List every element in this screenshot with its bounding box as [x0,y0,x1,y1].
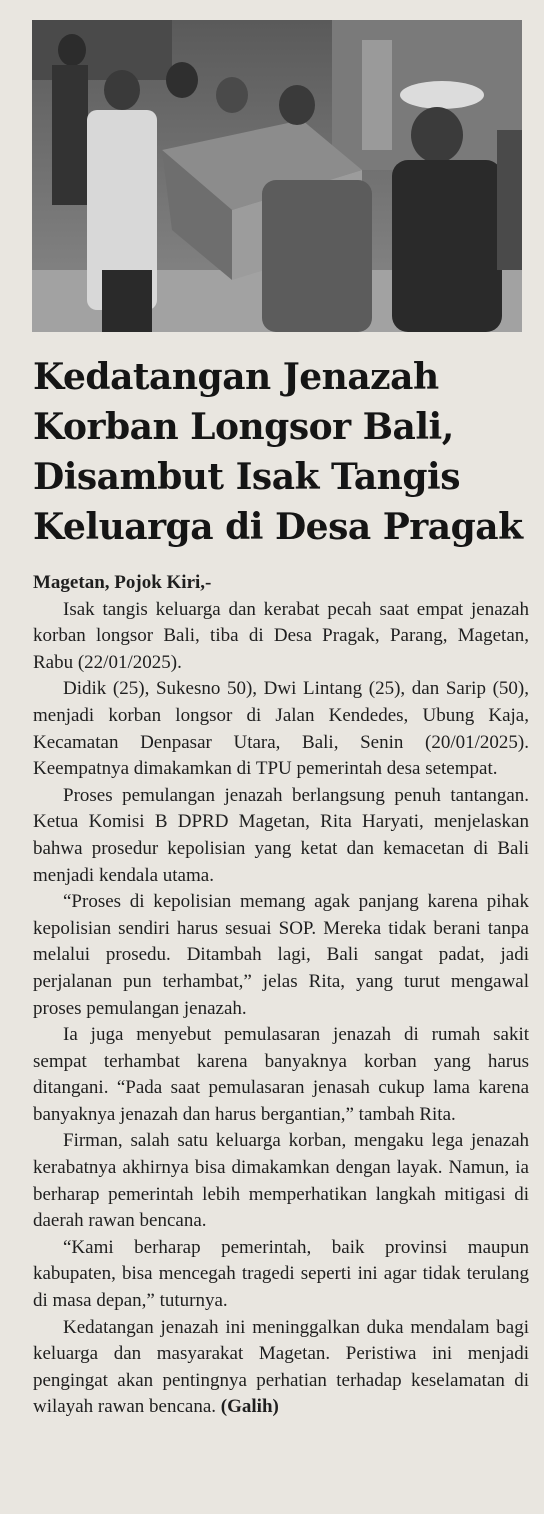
article-body [33,570,529,1421]
mourners-carrying-coffin-photo [32,20,522,332]
article-paragraph: “Proses di kepolisian memang agak panjang karena pihak kepolisian sendiri harus sesuai SOP. Mereka tidak berani tanpa melalui prosedu. Ditambah lagi, Bali sangat padat, jadi perjalanan pun terhambat,” jelas Rita, yang turut mengawal proses pemulangan jenazah. [33,891,529,1019]
news-photo [32,20,522,332]
article-paragraph: Ia juga menyebut pemulasaran jenazah di rumah sakit sempat terhambat karena banyaknya korban yang harus ditangani. “Pada saat pemulasaran jenasah cukup lama karena banyaknya jenazah dan harus bergantian,” tambah Rita. [33,1024,529,1125]
article-paragraph: Didik (25), Sukesno 50), Dwi Lintang (25), dan Sarip (50), menjadi korban longsor di Jalan Kendedes, Ubung Kaja, Kecamatan Denpasar Utara, Bali, Senin (20/01/2025). Keempatnya dimakamkan di TPU pemerintah desa setempat. [33,678,529,780]
article-paragraph: Proses pemulangan jenazah berlangsung penuh tantangan. Ketua Komisi B DPRD Magetan, Rita Haryati, menjelaskan bahwa prosedur kepolisian yang ketat dan kemacetan di Bali menjadi kendala utama. [33,784,529,886]
article-paragraph: Isak tangis keluarga dan kerabat pecah saat empat jenazah korban longsor Bali, tiba di Desa Pragak, Parang, Magetan, Rabu (22/01/2025). [33,598,529,673]
headline-line: Keluarga di Desa Pragak [33,506,523,548]
byline: (Galih) [220,1396,279,1418]
headline-line: Kedatangan Jenazah [33,356,439,398]
headline-line: Korban Longsor Bali, [33,406,454,448]
headline [33,352,533,552]
closing-paragraph-text: Kedatangan jenazah ini meninggalkan duka mendalam bagi keluarga dan masyarakat Magetan. Peristiwa ini menjadi pengingat akan pentingnya perhatian terhadap keselamatan di wilayah rawan bencana. [33,1316,529,1418]
article-paragraph [33,1315,529,1421]
dateline: Magetan, Pojok Kiri,- [33,572,212,593]
headline-line: Disambut Isak Tangis [33,456,460,498]
article-paragraph: “Kami berharap pemerintah, baik provinsi maupun kabupaten, bisa mencegah tragedi seperti ini agar tidak terulang di masa depan,” tuturnya. [33,1236,529,1312]
article-paragraph: Firman, salah satu keluarga korban, mengaku lega jenazah kerabatnya akhirnya bisa dimakamkan dengan layak. Namun, ia berharap pemerintah lebih memperhatikan langkah mitigasi di daerah rawan bencana. [33,1130,529,1232]
